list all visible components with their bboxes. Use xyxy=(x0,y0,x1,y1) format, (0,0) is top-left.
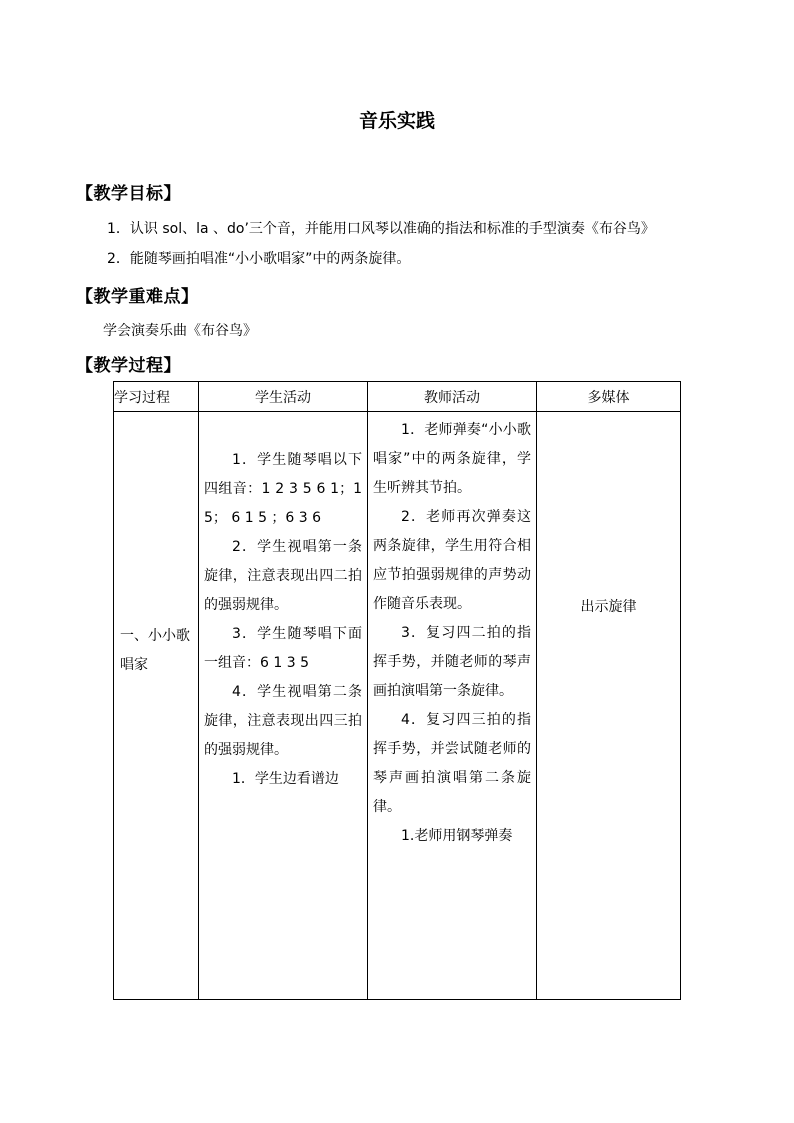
teacher-activity-cell xyxy=(368,412,537,1000)
teacher-step-4: 4．复习四三拍的指挥手势，并尝试随老师的琴声画拍演唱第二条旋律。 xyxy=(373,712,531,815)
header-multimedia: 多媒体 xyxy=(537,382,681,412)
page-title: 音乐实践 xyxy=(358,110,435,132)
teacher-step-1: 1．老师弹奏“小小歌唱家”中的两条旋律，学生听辨其节拍。 xyxy=(373,422,531,496)
header-student-activity: 学生活动 xyxy=(199,382,368,412)
student-next-step: 1．学生边看谱边 xyxy=(232,771,339,787)
teacher-next-step: 1.老师用钢琴弹奏 xyxy=(401,828,513,844)
student-step-1: 1．学生随琴唱以下四组音：1 2 3 5 6 1；1 5； 6 1 5 ；6 3 6 xyxy=(204,452,362,526)
stage-cell xyxy=(114,412,199,1000)
multimedia-label: 出示旋律 xyxy=(580,599,637,615)
student-step-3: 3．学生随琴唱下面一组音：6 1 3 5 xyxy=(204,626,362,671)
student-step-4: 4．学生视唱第二条旋律，注意表现出四三拍的强弱规律。 xyxy=(204,684,362,758)
teacher-step-3: 3．复习四二拍的指挥手势，并随老师的琴声画拍演唱第一条旋律。 xyxy=(373,625,531,699)
multimedia-cell xyxy=(537,412,681,1000)
header-teacher-activity: 教师活动 xyxy=(368,382,537,412)
stage-label: 一、小小歌唱家 xyxy=(120,628,190,673)
teaching-process-table xyxy=(113,381,681,1000)
teacher-step-2: 2．老师再次弹奏这两条旋律，学生用符合相应节拍强弱规律的声势动作随音乐表现。 xyxy=(373,509,531,612)
difficulty-text: 学会演奏乐曲《布谷鸟》 xyxy=(103,323,257,339)
header-stage: 学习过程 xyxy=(114,382,199,412)
table-row xyxy=(114,412,681,1000)
process-heading: 【教学过程】 xyxy=(76,356,181,376)
student-activity-cell xyxy=(199,412,368,1000)
table-header-row xyxy=(114,382,681,412)
student-step-2: 2．学生视唱第一条旋律，注意表现出四二拍的强弱规律。 xyxy=(204,539,362,613)
goal-item-2: 2．能随琴画拍唱准“小小歌唱家”中的两条旋律。 xyxy=(107,251,411,267)
goals-heading: 【教学目标】 xyxy=(76,184,181,204)
goal-item-1: 1．认识 sol、la 、do’三个音，并能用口风琴以准确的指法和标准的手型演奏《布谷鸟》 xyxy=(107,221,655,237)
difficulty-heading: 【教学重难点】 xyxy=(76,287,199,307)
